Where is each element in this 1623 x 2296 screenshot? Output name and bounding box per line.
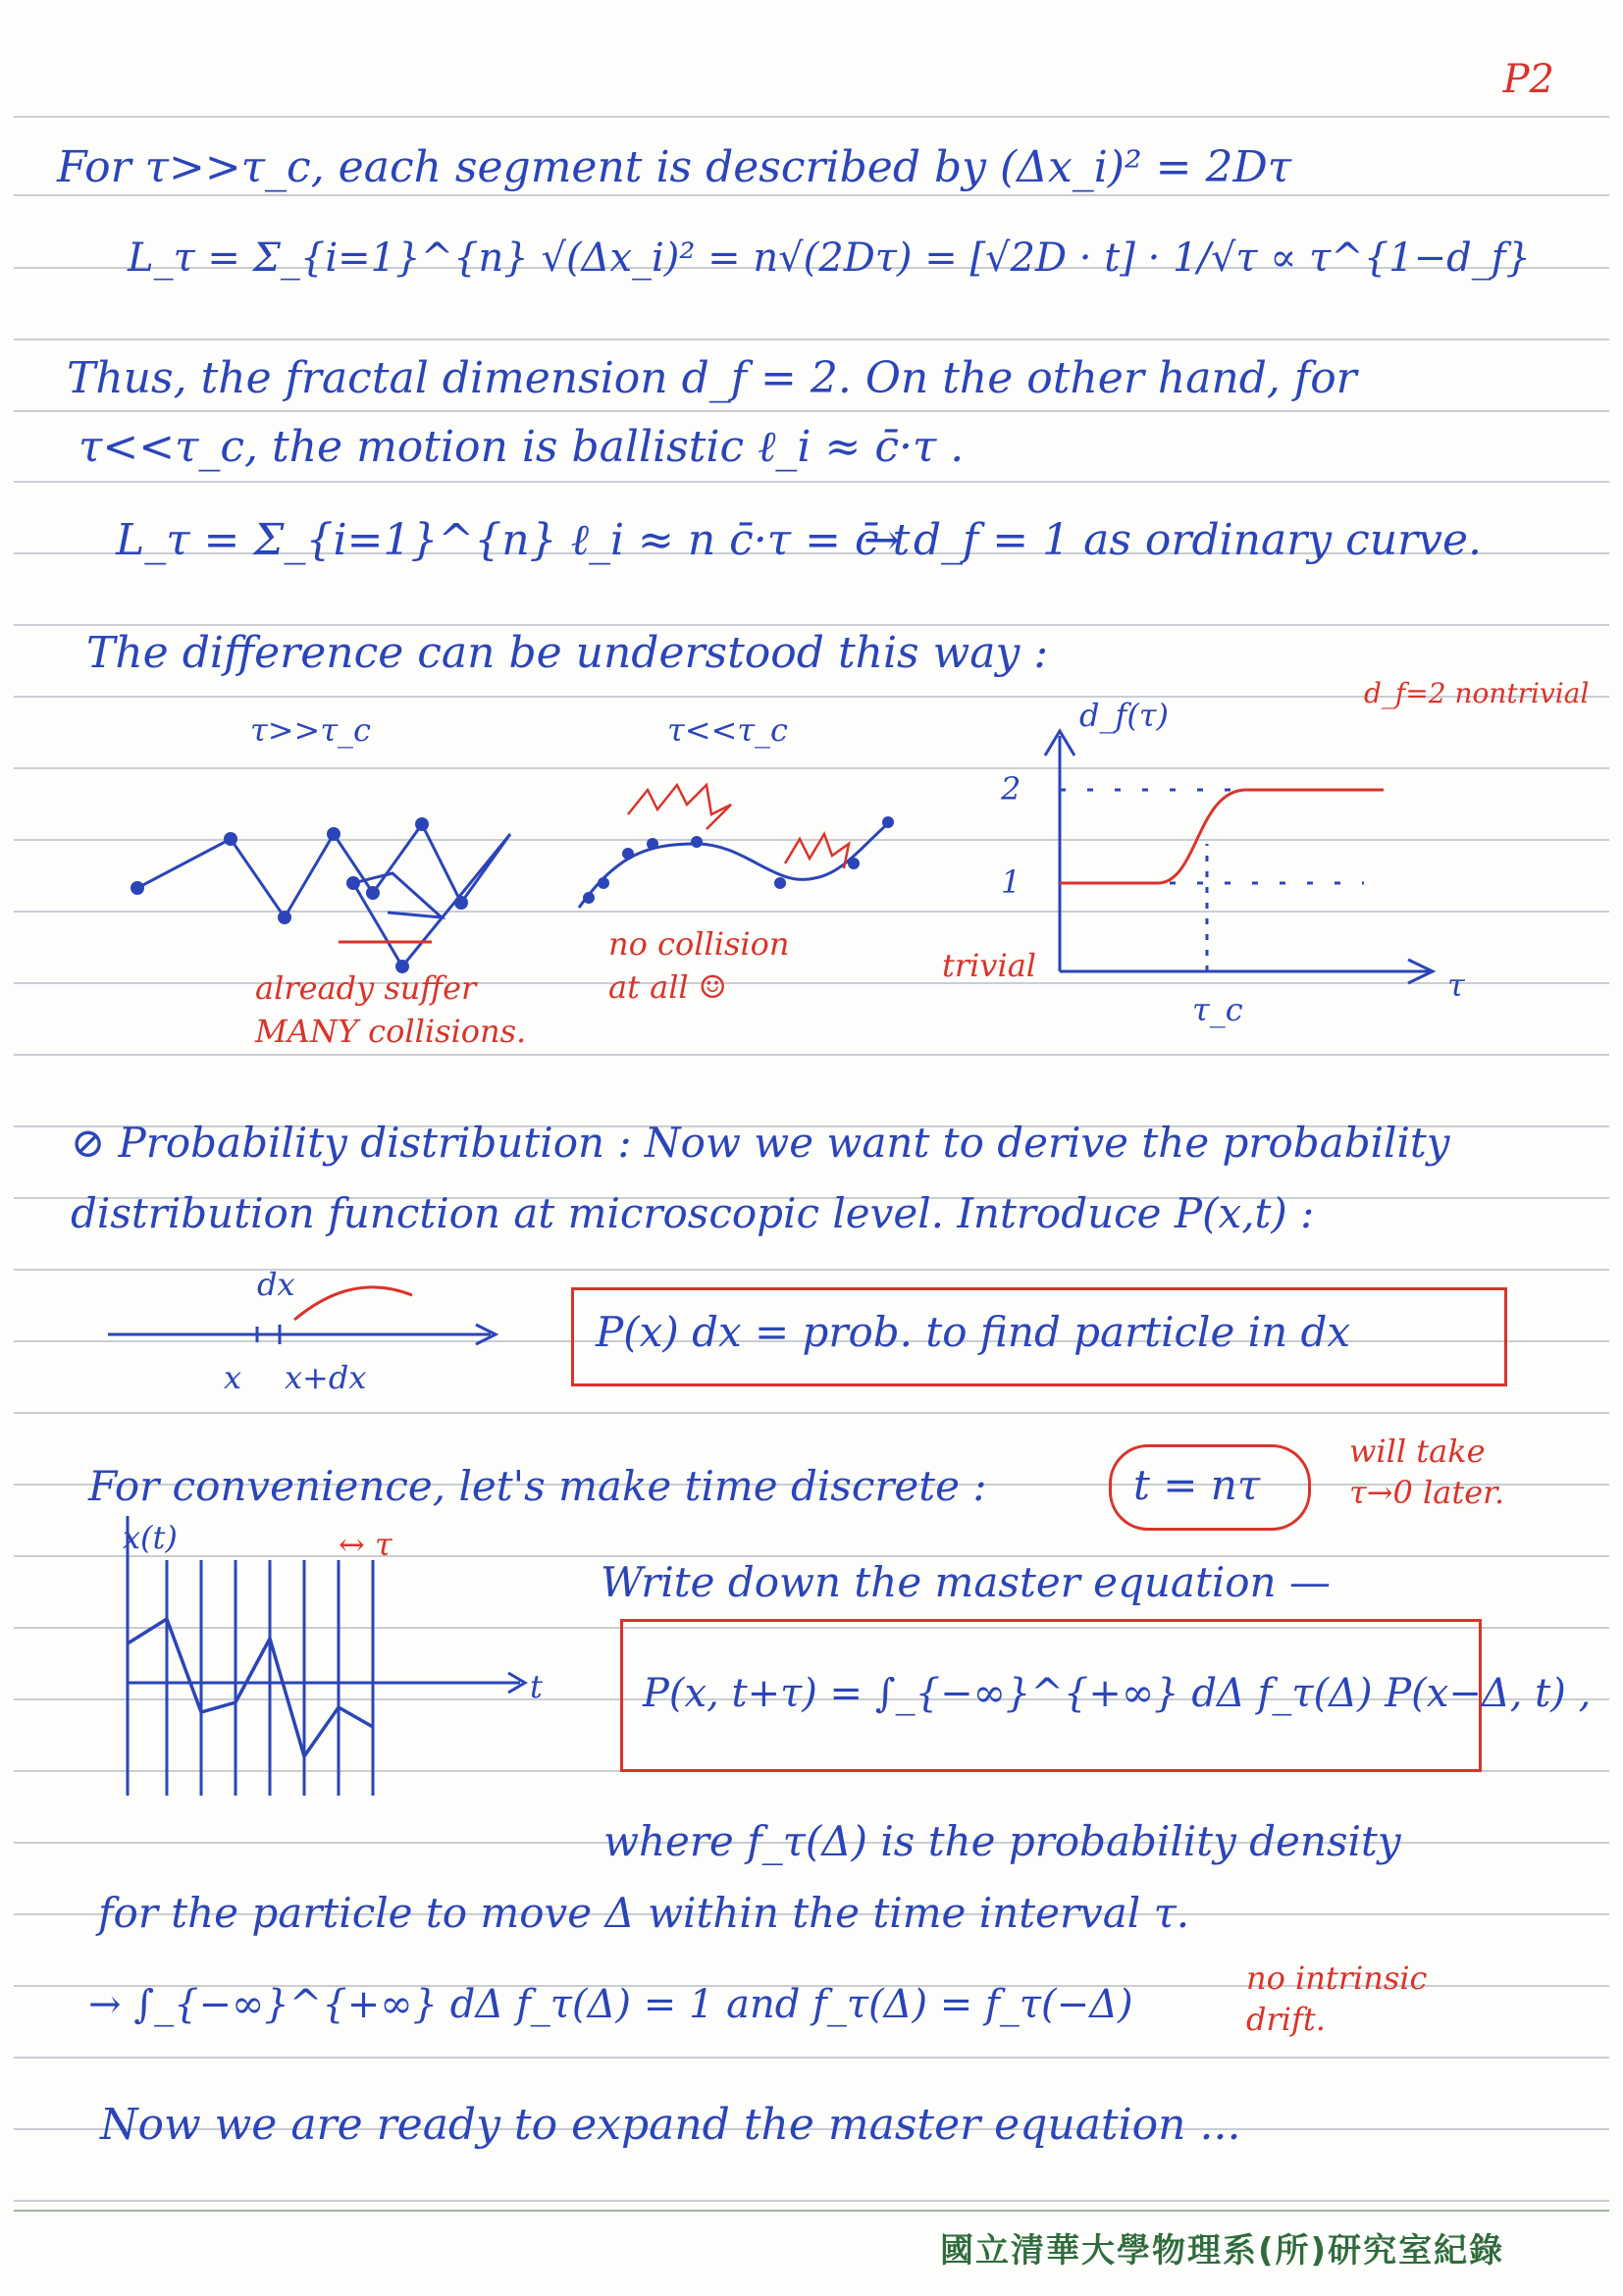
for-particle-text: for the particle to move Δ within the time interval τ.	[98, 1889, 1190, 1937]
note-no-drift: no intrinsic drift.	[1246, 1959, 1428, 2038]
footer-rule	[14, 2210, 1609, 2212]
note-already-suffer: already suffer MANY collisions.	[255, 969, 527, 1050]
dx-label: dx	[257, 1266, 295, 1303]
probability-definition: P(x) dx = prob. to find particle in dx	[596, 1308, 1351, 1356]
equation-L-tau: L_τ = Σ_{i=1}^{n} √(Δx_i)² = n√(2Dτ) = [√2D · t] · 1/√τ ∝ τ^{1−d_f}	[128, 235, 1531, 281]
note-trivial: trivial	[942, 947, 1037, 984]
graph-ylabel: d_f(τ)	[1079, 697, 1169, 734]
text-line-4: τ<<τ_c, the motion is ballistic ℓ_i ≈ c̄·τ .	[79, 422, 965, 472]
page-number: P2	[1502, 57, 1554, 102]
xt-tau: ↔ τ	[339, 1526, 393, 1563]
master-equation-box	[620, 1619, 1592, 1772]
graph-ytick-1: 1	[1001, 863, 1021, 901]
diffusive-path-sketch	[131, 817, 510, 973]
graph-xlabel: τ	[1447, 966, 1465, 1004]
ballistic-path-sketch	[579, 816, 894, 908]
x-plus-dx-label: x+dx	[285, 1359, 367, 1396]
xt-ylabel: x(t)	[123, 1519, 178, 1556]
graph-ytick-2: 2	[1001, 770, 1021, 808]
where-text: where f_τ(Δ) is the probability density	[603, 1817, 1401, 1865]
note-tau-later: will take τ→0 later.	[1349, 1433, 1505, 1511]
master-equation-label: Write down the master equation —	[601, 1558, 1331, 1606]
text-line-3: Thus, the fractal dimension d_f = 2. On the other hand, for	[67, 353, 1357, 403]
t-equals-n-tau-box	[1109, 1444, 1311, 1531]
dx-axis	[108, 1287, 496, 1344]
result-df-1: → d_f = 1 as ordinary curve.	[864, 515, 1483, 565]
note-nontrivial: d_f=2 nontrivial	[1364, 677, 1590, 709]
collision-sparks	[628, 785, 849, 868]
df-curve	[1060, 790, 1384, 883]
df-graph	[1045, 731, 1433, 983]
label-tau-ll-tauc: τ<<τ_c	[667, 711, 788, 749]
equation-L-tau-ballistic: L_τ = Σ_{i=1}^{n} ℓ_i ≈ n c̄·τ = c̄ t	[116, 515, 911, 565]
difference-title: The difference can be understood this way :	[86, 628, 1049, 678]
note-no-collision: no collision at all ☺	[608, 925, 790, 1006]
master-equation: P(x, t+τ) = ∫_{−∞}^{+∞} dΔ f_τ(Δ) P(x−Δ, t) ,	[643, 1671, 1592, 1716]
label-tau-gg-tauc: τ>>τ_c	[250, 711, 371, 749]
graph-xtick-tauc: τ_c	[1192, 991, 1243, 1028]
xt-xlabel: t	[530, 1668, 543, 1705]
x-label: x	[224, 1359, 242, 1396]
normalization-symmetry: → ∫_{−∞}^{+∞} dΔ f_τ(Δ) = 1 and f_τ(Δ) = f_τ(−Δ)	[88, 1982, 1133, 2027]
xt-graph	[128, 1516, 525, 1796]
t-equals-n-tau: t = nτ	[1133, 1461, 1261, 1509]
probability-box	[571, 1287, 1507, 1386]
final-line: Now we are ready to expand the master equation ...	[100, 2100, 1241, 2150]
discrete-time-text: For convenience, let's make time discrete :	[88, 1462, 987, 1510]
institution-footer: 國立清華大學物理系(所)研究室紀錄	[940, 2231, 1505, 2270]
text-line-1: For τ>>τ_c, each segment is described by (Δx_i)² = 2Dτ	[57, 142, 1292, 192]
probability-intro: distribution function at microscopic level. Introduce P(x,t) :	[71, 1189, 1315, 1237]
probability-heading: ⊘ Probability distribution : Now we want to derive the probability	[71, 1119, 1450, 1167]
